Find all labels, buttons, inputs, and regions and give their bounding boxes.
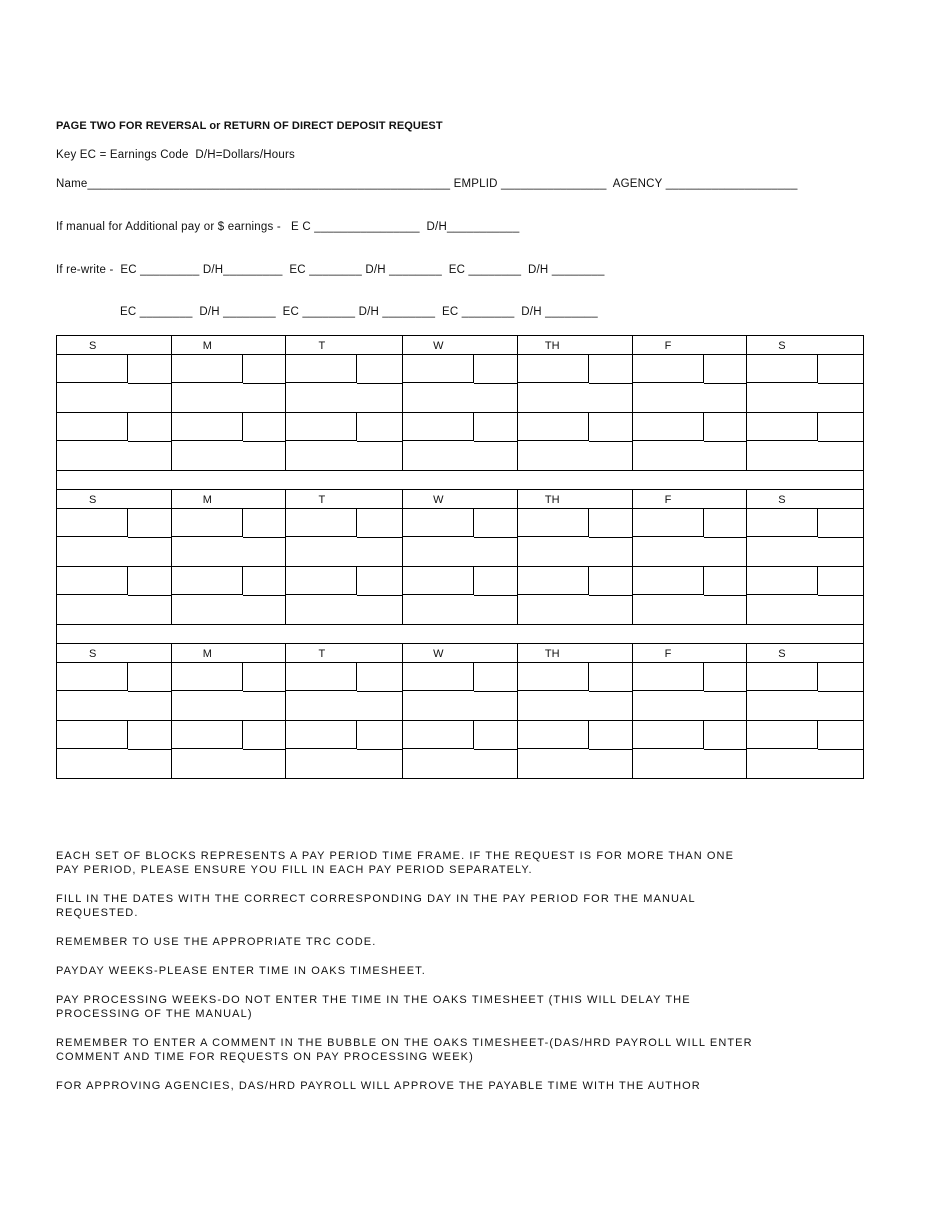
cell-divider <box>704 691 747 692</box>
cell-divider <box>704 595 747 596</box>
day-header <box>403 490 518 508</box>
date-box[interactable] <box>57 663 128 691</box>
date-box[interactable] <box>403 413 474 441</box>
day-entry-cell[interactable] <box>172 663 287 720</box>
day-header <box>57 490 172 508</box>
day-entry-cell[interactable] <box>633 413 748 470</box>
day-entry-cell[interactable] <box>403 721 518 778</box>
day-header-row <box>56 643 864 662</box>
day-entry-cell[interactable] <box>633 663 748 720</box>
cell-divider <box>589 691 632 692</box>
date-box[interactable] <box>633 663 704 691</box>
day-entry-cell[interactable] <box>403 663 518 720</box>
cell-divider <box>128 441 171 442</box>
day-label: F <box>664 648 672 660</box>
cell-divider <box>704 749 747 750</box>
entry-row <box>56 566 864 624</box>
day-label: F <box>664 340 672 352</box>
day-entry-cell[interactable] <box>57 721 172 778</box>
date-box[interactable] <box>172 509 243 537</box>
date-box[interactable] <box>57 355 128 383</box>
day-entry-cell[interactable] <box>747 509 863 566</box>
day-label: W <box>433 648 444 660</box>
day-label: T <box>318 340 326 352</box>
date-box[interactable] <box>403 567 474 595</box>
date-box[interactable] <box>286 567 357 595</box>
instructions <box>56 849 756 1108</box>
note-3: REMEMBER TO USE THE APPROPRIATE TRC CODE. <box>56 936 377 948</box>
day-label: S <box>778 648 786 660</box>
date-box[interactable] <box>286 663 357 691</box>
day-entry-cell[interactable] <box>518 663 633 720</box>
day-entry-cell[interactable] <box>747 413 863 470</box>
day-header-row <box>56 489 864 508</box>
rewrite-line-1[interactable]: If re-write - EC _________ D/H_________ EC ________ D/H ________ EC ________ D/H ________ <box>56 264 605 276</box>
day-entry-cell[interactable] <box>286 509 403 566</box>
day-label: TH <box>544 494 560 506</box>
day-entry-cell[interactable] <box>172 721 287 778</box>
cell-divider <box>474 595 517 596</box>
entry-row <box>56 508 864 566</box>
day-entry-cell[interactable] <box>172 413 287 470</box>
cell-divider <box>357 441 402 442</box>
date-box[interactable] <box>633 567 704 595</box>
cell-divider <box>704 537 747 538</box>
manual-earnings-line[interactable]: If manual for Additional pay or $ earnings - E C ________________ D/H___________ <box>56 221 520 233</box>
day-entry-cell[interactable] <box>286 663 403 720</box>
cell-divider <box>243 441 286 442</box>
cell-divider <box>818 383 863 384</box>
cell-divider <box>818 691 863 692</box>
day-entry-cell[interactable] <box>633 355 748 412</box>
day-header <box>747 644 863 662</box>
date-box[interactable] <box>172 721 243 749</box>
date-box[interactable] <box>747 413 818 441</box>
day-header <box>286 336 403 354</box>
day-label: T <box>318 648 326 660</box>
day-entry-cell[interactable] <box>747 567 863 624</box>
day-entry-cell[interactable] <box>57 509 172 566</box>
date-box[interactable] <box>518 413 589 441</box>
day-header <box>172 644 287 662</box>
day-label: W <box>433 494 444 506</box>
cell-divider <box>474 441 517 442</box>
day-entry-cell[interactable] <box>403 509 518 566</box>
cell-divider <box>589 595 632 596</box>
date-box[interactable] <box>57 721 128 749</box>
day-entry-cell[interactable] <box>518 355 633 412</box>
date-box[interactable] <box>172 413 243 441</box>
date-box[interactable] <box>403 509 474 537</box>
cell-divider <box>474 537 517 538</box>
day-label: W <box>433 340 444 352</box>
day-label: S <box>89 648 97 660</box>
cell-divider <box>474 691 517 692</box>
day-header <box>172 490 287 508</box>
date-box[interactable] <box>633 509 704 537</box>
date-box[interactable] <box>172 355 243 383</box>
key-legend: Key EC = Earnings Code D/H=Dollars/Hours <box>56 149 295 161</box>
day-entry-cell[interactable] <box>57 567 172 624</box>
day-header <box>518 644 633 662</box>
day-header <box>633 336 748 354</box>
date-box[interactable] <box>403 721 474 749</box>
day-entry-cell[interactable] <box>518 721 633 778</box>
cell-divider <box>357 691 402 692</box>
date-box[interactable] <box>57 509 128 537</box>
day-entry-cell[interactable] <box>286 721 403 778</box>
day-entry-cell[interactable] <box>747 663 863 720</box>
date-box[interactable] <box>286 509 357 537</box>
day-label: F <box>664 494 672 506</box>
date-box[interactable] <box>633 355 704 383</box>
note-2: FILL IN THE DATES WITH THE CORRECT CORRESPONDING DAY IN THE PAY PERIOD FOR THE MANUAL REQUESTED. <box>56 893 696 919</box>
cell-divider <box>357 749 402 750</box>
note-6: REMEMBER TO ENTER A COMMENT IN THE BUBBLE ON THE OAKS TIMESHEET-(DAS/HRD PAYROLL WILL ENTER COMMENT AND TIME FOR REQUESTS ON PAY PROCESSING WEEK) <box>56 1037 753 1063</box>
date-box[interactable] <box>286 413 357 441</box>
date-box[interactable] <box>518 567 589 595</box>
cell-divider <box>243 749 286 750</box>
period-separator <box>56 624 864 643</box>
day-entry-cell[interactable] <box>57 355 172 412</box>
date-box[interactable] <box>286 355 357 383</box>
day-entry-cell[interactable] <box>403 413 518 470</box>
date-box[interactable] <box>518 721 589 749</box>
cell-divider <box>357 383 402 384</box>
day-header <box>633 490 748 508</box>
cell-divider <box>589 441 632 442</box>
day-entry-cell[interactable] <box>403 355 518 412</box>
name-emplid-agency-line[interactable]: Name_______________________________________________________ EMPLID ________________ AGENCY ____________________ <box>56 178 798 190</box>
entry-row <box>56 412 864 470</box>
day-header <box>633 644 748 662</box>
cell-divider <box>128 595 171 596</box>
day-entry-cell[interactable] <box>747 355 863 412</box>
entry-row <box>56 354 864 412</box>
date-box[interactable] <box>747 567 818 595</box>
cell-divider <box>357 537 402 538</box>
cell-divider <box>243 691 286 692</box>
cell-divider <box>128 691 171 692</box>
entry-row <box>56 662 864 720</box>
cell-divider <box>357 595 402 596</box>
cell-divider <box>589 537 632 538</box>
day-label: M <box>202 494 212 506</box>
cell-divider <box>818 441 863 442</box>
date-box[interactable] <box>747 355 818 383</box>
day-entry-cell[interactable] <box>286 567 403 624</box>
cell-divider <box>818 537 863 538</box>
cell-divider <box>704 383 747 384</box>
date-box[interactable] <box>172 663 243 691</box>
note-1: EACH SET OF BLOCKS REPRESENTS A PAY PERIOD TIME FRAME. IF THE REQUEST IS FOR MORE THAN ONE PAY PERIOD, PLEASE ENSURE YOU FILL IN EACH PAY PERIOD SEPARATELY. <box>56 850 735 876</box>
date-box[interactable] <box>286 721 357 749</box>
day-label: S <box>778 340 786 352</box>
date-box[interactable] <box>633 413 704 441</box>
day-entry-cell[interactable] <box>747 721 863 778</box>
date-box[interactable] <box>518 355 589 383</box>
day-entry-cell[interactable] <box>518 413 633 470</box>
cell-divider <box>128 749 171 750</box>
day-entry-cell[interactable] <box>286 413 403 470</box>
day-entry-cell[interactable] <box>633 509 748 566</box>
period-separator <box>56 470 864 489</box>
date-box[interactable] <box>518 509 589 537</box>
cell-divider <box>128 537 171 538</box>
day-entry-cell[interactable] <box>172 355 287 412</box>
pay-period-grid <box>56 335 864 779</box>
cell-divider <box>704 441 747 442</box>
day-header <box>518 490 633 508</box>
grid-bottom-border <box>56 778 864 779</box>
date-box[interactable] <box>172 567 243 595</box>
note-5: PAY PROCESSING WEEKS-DO NOT ENTER THE TIME IN THE OAKS TIMESHEET (THIS WILL DELAY THE PROCESSING OF THE MANUAL) <box>56 994 691 1020</box>
date-box[interactable] <box>403 355 474 383</box>
cell-divider <box>128 383 171 384</box>
cell-divider <box>589 383 632 384</box>
cell-divider <box>243 537 286 538</box>
cell-divider <box>474 749 517 750</box>
day-header <box>403 644 518 662</box>
day-entry-cell[interactable] <box>633 567 748 624</box>
day-label: S <box>89 340 97 352</box>
cell-divider <box>474 383 517 384</box>
day-header <box>172 336 287 354</box>
day-label: TH <box>544 340 560 352</box>
day-header <box>286 644 403 662</box>
entry-row <box>56 720 864 778</box>
date-box[interactable] <box>747 721 818 749</box>
day-entry-cell[interactable] <box>172 509 287 566</box>
day-header <box>57 644 172 662</box>
day-label: M <box>202 340 212 352</box>
day-entry-cell[interactable] <box>518 567 633 624</box>
rewrite-line-2[interactable]: EC ________ D/H ________ EC ________ D/H ________ EC ________ D/H ________ <box>120 306 598 318</box>
cell-divider <box>243 595 286 596</box>
day-label: S <box>778 494 786 506</box>
date-box[interactable] <box>57 567 128 595</box>
day-entry-cell[interactable] <box>172 567 287 624</box>
cell-divider <box>818 749 863 750</box>
date-box[interactable] <box>518 663 589 691</box>
day-header <box>286 490 403 508</box>
day-entry-cell[interactable] <box>633 721 748 778</box>
cell-divider <box>589 749 632 750</box>
day-entry-cell[interactable] <box>57 413 172 470</box>
day-header <box>403 336 518 354</box>
cell-divider <box>818 595 863 596</box>
day-header <box>747 490 863 508</box>
day-label: M <box>202 648 212 660</box>
day-header-row <box>56 335 864 354</box>
day-label: T <box>318 494 326 506</box>
day-header <box>57 336 172 354</box>
day-label: TH <box>544 648 560 660</box>
note-7: FOR APPROVING AGENCIES, DAS/HRD PAYROLL WILL APPROVE THE PAYABLE TIME WITH THE AUTHOR <box>56 1080 701 1092</box>
date-box[interactable] <box>633 721 704 749</box>
date-box[interactable] <box>747 509 818 537</box>
date-box[interactable] <box>747 663 818 691</box>
date-box[interactable] <box>57 413 128 441</box>
date-box[interactable] <box>403 663 474 691</box>
form-title: PAGE TWO FOR REVERSAL or RETURN OF DIRECT DEPOSIT REQUEST <box>56 120 443 132</box>
day-header <box>747 336 863 354</box>
note-4: PAYDAY WEEKS-PLEASE ENTER TIME IN OAKS TIMESHEET. <box>56 965 426 977</box>
cell-divider <box>243 383 286 384</box>
day-label: S <box>89 494 97 506</box>
day-entry-cell[interactable] <box>57 663 172 720</box>
day-entry-cell[interactable] <box>286 355 403 412</box>
day-entry-cell[interactable] <box>518 509 633 566</box>
day-entry-cell[interactable] <box>403 567 518 624</box>
day-header <box>518 336 633 354</box>
